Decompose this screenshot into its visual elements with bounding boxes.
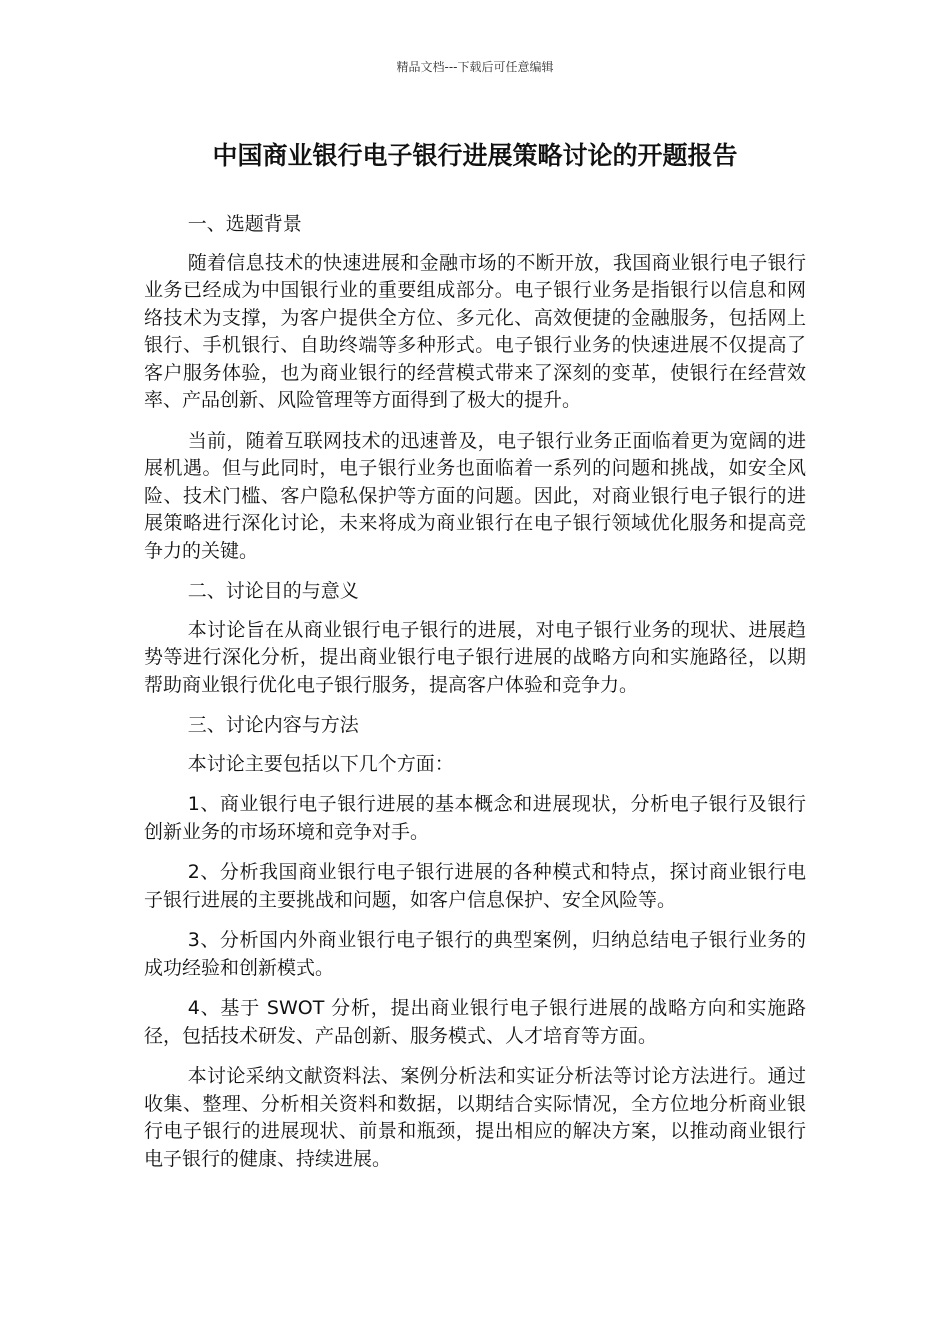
header-note: 精品文档---下载后可任意编辑 [396, 60, 554, 74]
section-heading-background: 一、选题背景 [187, 213, 302, 235]
list-item: 1、商业银行电子银行进展的基本概念和进展现状，分析电子银行及银行创新业务的市场环境和竞争对手。 [144, 793, 806, 843]
section-heading-purpose: 二、讨论目的与意义 [187, 580, 359, 602]
paragraph: 本讨论采纳文献资料法、案例分析法和实证分析法等讨论方法进行。通过收集、整理、分析相关资料和数据，以期结合实际情况，全方位地分析商业银行电子银行的进展现状、前景和瓶颈，提出相应的解决方案，以推动商业银行电子银行的健康、持续进展。 [144, 1065, 806, 1170]
paragraph: 本讨论主要包括以下几个方面： [187, 752, 454, 775]
section-heading-content: 三、讨论内容与方法 [187, 714, 359, 736]
paragraph: 随着信息技术的快速进展和金融市场的不断开放，我国商业银行电子银行业务已经成为中国银行业的重要组成部分。电子银行业务是指银行以信息和网络技术为支撑，为客户提供全方位、多元化、高效便捷的金融服务，包括网上银行、手机银行、自助终端等多种形式。电子银行业务的快速进展不仅提高了客户服务体验，也为商业银行的经营模式带来了深刻的变革，使银行在经营效率、产品创新、风险管理等方面得到了极大的提升。 [144, 251, 806, 411]
paragraph: 当前，随着互联网技术的迅速普及，电子银行业务正面临着更为宽阔的进展机遇。但与此同时，电子银行业务也面临着一系列的问题和挑战，如安全风险、技术门槛、客户隐私保护等方面的问题。因此，对商业银行电子银行的进展策略进行深化讨论，未来将成为商业银行在电子银行领域优化服务和提高竞争力的关键。 [144, 429, 806, 562]
list-item: 2、分析我国商业银行电子银行进展的各种模式和特点，探讨商业银行电子银行进展的主要挑战和问题，如客户信息保护、安全风险等。 [144, 861, 806, 911]
paragraph: 本讨论旨在从商业银行电子银行的进展，对电子银行业务的现状、进展趋势等进行深化分析，提出商业银行电子银行进展的战略方向和实施路径，以期帮助商业银行优化电子银行服务，提高客户体验和竞争力。 [144, 618, 806, 696]
document-body [144, 211, 806, 1186]
document-title: 中国商业银行电子银行进展策略讨论的开题报告 [212, 141, 738, 170]
list-item: 3、分析国内外商业银行电子银行的典型案例，归纳总结电子银行业务的成功经验和创新模式。 [144, 929, 806, 979]
list-item: 4、基于 SWOT 分析，提出商业银行电子银行进展的战略方向和实施路径，包括技术研发、产品创新、服务模式、人才培育等方面。 [144, 997, 806, 1047]
